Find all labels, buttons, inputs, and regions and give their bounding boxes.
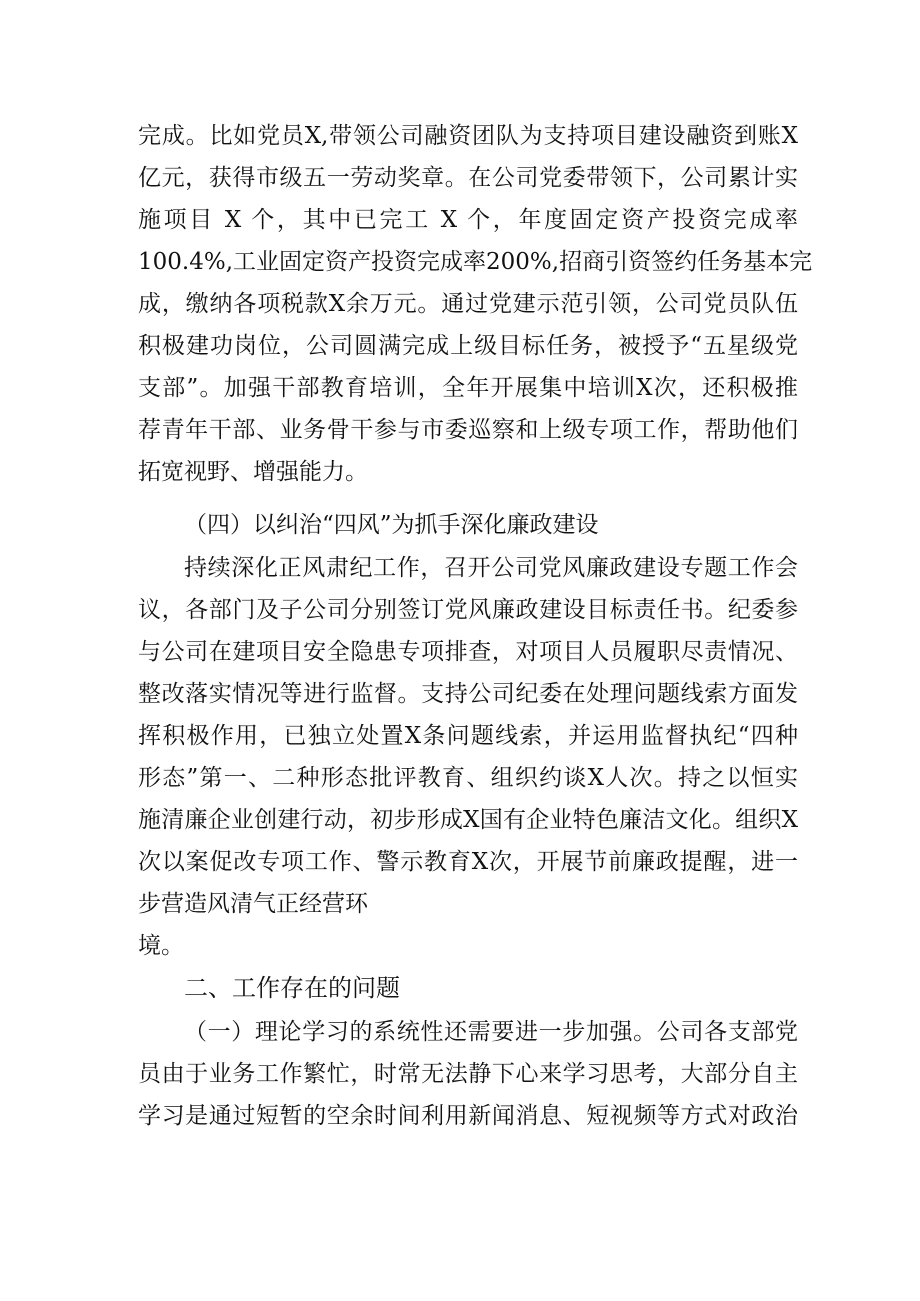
text-line: 境。 xyxy=(138,933,184,959)
text-line: 形态”第一、二种形态批评教育、组织约谈X人次。持之以恒实 xyxy=(138,765,798,791)
text-line: 持续深化正风肃纪工作，召开公司党风廉政建设专题工作会 xyxy=(184,555,798,581)
text-line: 员由于业务工作繁忙，时常无法静下心来学习思考，大部分自主 xyxy=(138,1061,798,1087)
text-line: 成，缴纳各项税款X余万元。通过党建示范引领，公司党员队伍 xyxy=(138,291,798,317)
text-line: 支部”。加强干部教育培训，全年开展集中培训X次，还积极推 xyxy=(138,375,798,401)
text-line: 积极建功岗位，公司圆满完成上级目标任务，被授予“五星级党 xyxy=(138,333,798,359)
text-line: 次以案促改专项工作、警示教育X次，开展节前廉政提醒，进一 xyxy=(138,849,798,875)
text-line: 学习是通过短暂的空余时间利用新闻消息、短视频等方式对政治 xyxy=(138,1103,798,1129)
section-title-problems: 二、工作存在的问题 xyxy=(184,974,400,1002)
text-line: 议，各部门及子公司分别签订党风廉政建设目标责任书。纪委参 xyxy=(138,597,798,623)
text-line: 100.4%,工业固定资产投资完成率200%,招商引资签约任务基本完 xyxy=(138,249,813,275)
text-line: 拓宽视野、增强能力。 xyxy=(138,459,368,485)
text-line: 亿元，获得市级五一劳动奖章。在公司党委带领下，公司累计实 xyxy=(138,165,798,191)
text-line: 挥积极作用，已独立处置X条问题线索，并运用监督执纪“四种 xyxy=(138,723,798,749)
text-line: 整改落实情况等进行监督。支持公司纪委在处理问题线索方面发 xyxy=(138,681,798,707)
text-line: 施清廉企业创建行动，初步形成X国有企业特色廉洁文化。组织X xyxy=(138,807,798,833)
text-line: 与公司在建项目安全隐患专项排查，对项目人员履职尽责情况、 xyxy=(138,639,798,665)
text-line: 荐青年干部、业务骨干参与市委巡察和上级专项工作，帮助他们 xyxy=(138,417,798,443)
text-line: （一）理论学习的系统性还需要进一步加强。公司各支部党 xyxy=(184,1019,798,1045)
text-line: 施项目 X 个，其中已完工 X 个，年度固定资产投资完成率 xyxy=(138,207,798,233)
text-line: 步营造风清气正经营环 xyxy=(138,891,368,917)
text-line: 完成。比如党员X,带领公司融资团队为支持项目建设融资到账X xyxy=(138,123,798,149)
subheading-four: （四）以纠治“四风”为抓手深化廉政建设 xyxy=(184,512,599,538)
